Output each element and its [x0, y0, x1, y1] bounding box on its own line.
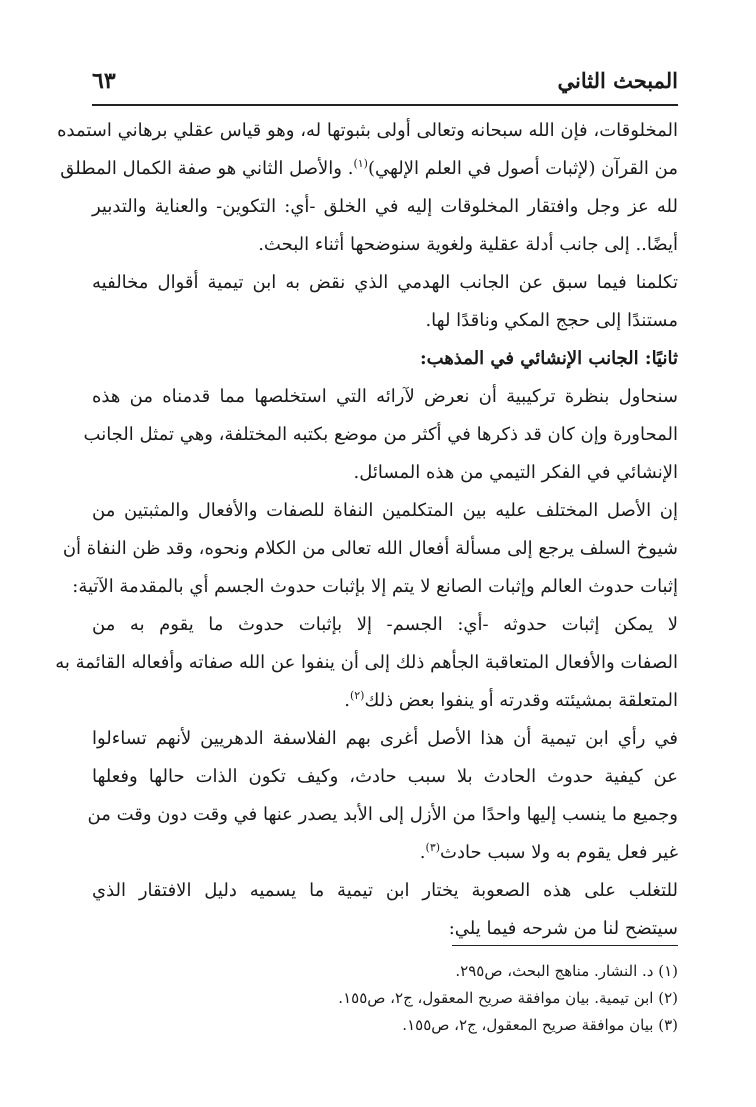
text-line: الصفات والأفعال المتعاقبة الجأهم ذلك إلى أن ينفوا عن الله صفاته وأفعاله القائمة به [55, 652, 678, 673]
text-line: الإنشائي في الفكر التيمي من هذه المسائل. [353, 462, 678, 483]
section-heading: ثانيًا: الجانب الإنشائي في المذهب: [420, 348, 678, 369]
text-line: سيتضح لنا من شرحه فيما يلي: [448, 918, 678, 939]
text-line: في رأي ابن تيمية أن هذا الأصل أغرى بهم الفلاسفة الدهريين لأنهم تساءلوا [92, 728, 678, 749]
chapter-title: المبحث الثاني [557, 68, 678, 93]
text-line: لا يمكن إثبات حدوثه -أي: الجسم- إلا بإثبات حدوث ما يقوم به من [92, 614, 678, 635]
text-line: إن الأصل المختلف عليه بين المتكلمين النفاة للصفات والأفعال والمثبتين من [92, 500, 678, 521]
text-line: للتغلب على هذه الصعوبة يختار ابن تيمية ما يسميه دليل الافتقار الذي [92, 880, 678, 901]
footnote-item: (٣) بيان موافقة صريح المعقول، ج٢، ص١٥٥. [402, 1016, 678, 1034]
text-line: المتعلقة بمشيئته وقدرته أو ينفوا بعض ذلك$^{(٢)}$. [344, 689, 678, 711]
page-number: ٦٣ [92, 68, 116, 94]
footnote-ref[interactable]: (١) [353, 157, 368, 170]
text-line: مستندًا إلى حجج المكي وناقدًا لها. [425, 310, 678, 331]
body-text [55, 112, 678, 948]
text-line: غير فعل يقوم به ولا سبب حادث$^{(٣)}$. [419, 841, 678, 863]
footnotes [92, 958, 678, 1039]
text-line: إثبات حدوث العالم وإثبات الصانع لا يتم إلا بإثبات حدوث الجسم أي بالمقدمة الآتية: [72, 576, 678, 597]
text-line: من القرآن (لإثبات أصول في العلم الإلهي)$^{(١)}$. والأصل الثاني هو صفة الكمال المطلق [60, 157, 678, 179]
footnote-divider [452, 945, 678, 946]
text-line: عن كيفية حدوث الحادث بلا سبب حادث، وكيف تكون الذات حالها وفعلها [92, 766, 678, 787]
text-line: المحاورة وإن كان قد ذكرها في أكثر من موضع بكتبه المختلفة، وهي تمثل الجانب [83, 424, 678, 445]
text-line: وجميع ما ينسب إليها واحدًا من الأزل إلى الأبد يصدر عنها في وقت دون وقت من [87, 804, 678, 825]
text-line: المخلوقات، فإن الله سبحانه وتعالى أولى بثبوتها له، وهو قياس عقلي برهاني استمده [57, 120, 678, 141]
footnote-ref[interactable]: (٣) [425, 841, 441, 854]
text-line: أيضًا.. إلى جانب أدلة عقلية ولغوية سنوضحها أثناء البحث. [258, 234, 678, 255]
footnote-item: (٢) ابن تيمية. بيان موافقة صريح المعقول، ج٢، ص١٥٥. [338, 989, 678, 1007]
footnote-ref[interactable]: (٢) [349, 689, 365, 702]
footnote-item: (١) د. النشار. مناهج البحث، ص٢٩٥. [455, 962, 678, 980]
text-line: سنحاول بنظرة تركيبية أن نعرض لآرائه التي استخلصها مما قدمناه من هذه [92, 386, 678, 407]
text-line: لله عز وجل وافتقار المخلوقات إليه في الخلق -أي: التكوين- والعناية والتدبير [92, 196, 678, 217]
text-line: تكلمنا فيما سبق عن الجانب الهدمي الذي نقض به ابن تيمية أقوال مخالفيه [92, 272, 678, 293]
text-line: شيوخ السلف يرجع إلى مسألة أفعال الله تعالى من الكلام ونحوه، وقد ظن النفاة أن [62, 538, 678, 559]
running-header [92, 64, 678, 106]
